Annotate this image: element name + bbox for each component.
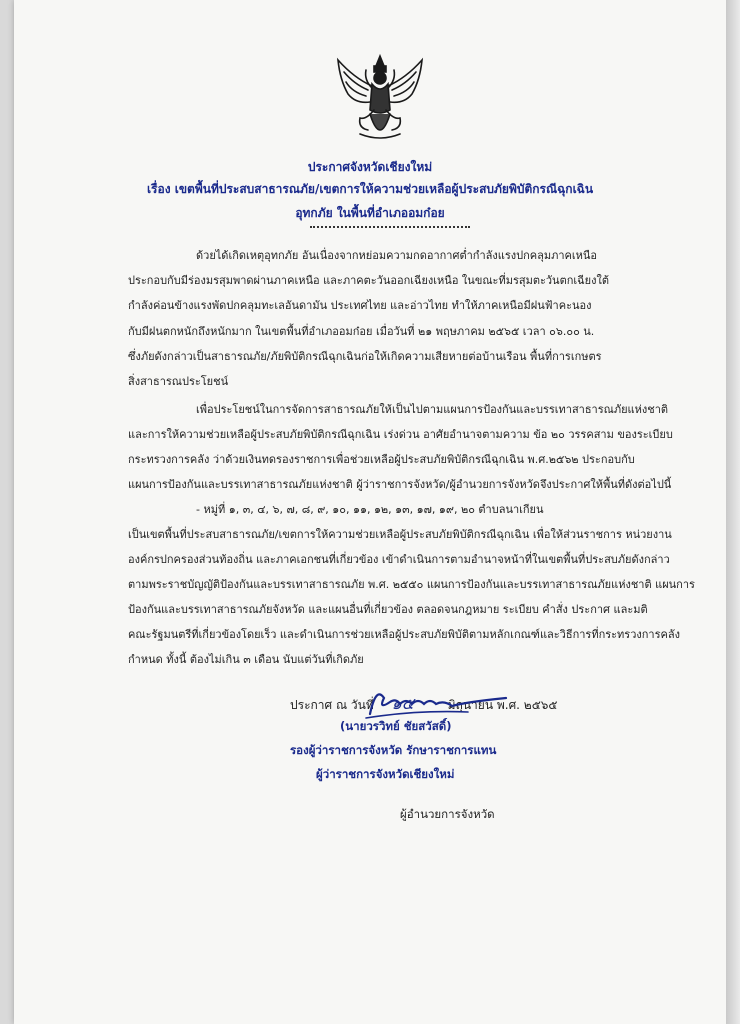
signer-name: (นายวรวิทย์ ชัยสวัสดิ์) — [340, 719, 452, 733]
paragraph-3-line: กำหนด ทั้งนี้ ต้องไม่เกิน ๓ เดือน นับแต่วันที่เกิดภัย — [128, 653, 364, 666]
paragraph-1-line: ซึ่งภัยดังกล่าวเป็นสาธารณภัย/ภัยพิบัติกรณีฉุกเฉินก่อให้เกิดความเสียหายต่อบ้านเรือน พื้นที่การเกษตร — [128, 350, 602, 363]
paragraph-1-line: สิ่งสาธารณประโยชน์ — [128, 375, 229, 388]
paragraph-2-line: กระทรวงการคลัง ว่าด้วยเงินทดรองราชการเพื่อช่วยเหลือผู้ประสบภัยพิบัติกรณีฉุกเฉิน พ.ศ.๒๕๖๒ ประกอบกับ — [128, 453, 635, 466]
announcement-title: ประกาศจังหวัดเชียงใหม่ — [307, 160, 433, 174]
signer-role: ผู้อำนวยการจังหวัด — [400, 807, 495, 821]
garuda-emblem-icon — [330, 50, 430, 150]
paragraph-3-line: เป็นเขตพื้นที่ประสบสาธารณภัย/เขตการให้ความช่วยเหลือผู้ประสบภัยพิบัติกรณีฉุกเฉิน เพื่อให้ส่วนราชการ หน่วยงาน — [128, 528, 672, 541]
dateline-month-year: มิถุนายน พ.ศ. ๒๕๖๕ — [447, 698, 558, 712]
paragraph-2-line: เพื่อประโยชน์ในการจัดการสาธารณภัยให้เป็นไปตามแผนการป้องกันและบรรเทาสาธารณภัยแห่งชาติ — [196, 403, 669, 416]
paragraph-1-line: ประกอบกับมีร่องมรสุมพาดผ่านภาคเหนือ และภาคตะวันออกเฉียงเหนือ ในขณะที่มรสุมตะวันตกเฉียงใต้ — [128, 274, 609, 287]
paragraph-1-line: กับมีฝนตกหนักถึงหนักมาก ในเขตพื้นที่อำเภออมก๋อย เมื่อวันที่ ๒๑ พฤษภาคม ๒๕๖๕ เวลา ๐๖.๐๐ น. — [128, 325, 595, 338]
paragraph-1-line: ด้วยได้เกิดเหตุอุทกภัย อันเนื่องจากหย่อมความกดอากาศต่ำกำลังแรงปกคลุมภาคเหนือ — [196, 249, 598, 262]
dateline-prefix: ประกาศ ณ วันที่ — [290, 698, 374, 712]
paragraph-2-line: และการให้ความช่วยเหลือผู้ประสบภัยพิบัติกรณีฉุกเฉิน เร่งด่วน อาศัยอำนาจตามความ ข้อ ๒๐ วรรคสาม ของระเบียบ — [128, 428, 673, 441]
dotted-separator — [310, 226, 470, 228]
signer-position-2: ผู้ว่าราชการจังหวัดเชียงใหม่ — [316, 767, 455, 781]
paragraph-3-line: คณะรัฐมนตรีที่เกี่ยวข้องโดยเร็ว และดำเนินการช่วยเหลือผู้ประสบภัยพิบัติตามหลักเกณฑ์และวิธีการที่กระทรวงการคลัง — [128, 628, 680, 641]
paragraph-3-line: - หมู่ที่ ๑, ๓, ๔, ๖, ๗, ๘, ๙, ๑๐, ๑๑, ๑๒, ๑๓, ๑๗, ๑๙, ๒๐ ตำบลนาเกียน — [196, 503, 544, 516]
signer-position-1: รองผู้ว่าราชการจังหวัด รักษาราชการแทน — [290, 743, 497, 757]
subject-line-1: เรื่อง เขตพื้นที่ประสบสาธารณภัย/เขตการให้ความช่วยเหลือผู้ประสบภัยพิบัติกรณีฉุกเฉิน — [146, 182, 594, 196]
paragraph-3-line: องค์กรปกครองส่วนท้องถิ่น และภาคเอกชนที่เกี่ยวข้อง เข้าดำเนินการตามอำนาจหน้าที่ในเขตพื้นที่ประสบภัยดังกล่าว — [128, 553, 670, 566]
paragraph-3-line: ป้องกันและบรรเทาสาธารณภัยจังหวัด และแผนอื่นที่เกี่ยวข้อง ตลอดจนกฎหมาย ระเบียบ คำสั่ง ประกาศ และมติ — [128, 603, 648, 616]
paragraph-2-line: แผนการป้องกันและบรรเทาสาธารณภัยแห่งชาติ ผู้ว่าราชการจังหวัด/ผู้อำนวยการจังหวัดจึงประกาศให้พื้นที่ดังต่อไปนี้ — [128, 478, 672, 491]
paragraph-1-line: กำลังค่อนข้างแรงพัดปกคลุมทะเลอันดามัน ประเทศไทย และอ่าวไทย ทำให้ภาคเหนือมีฝนฟ้าคะนอง — [128, 299, 592, 312]
subject-line-2: อุทกภัย ในพื้นที่อำเภออมก๋อย — [295, 206, 445, 220]
paragraph-3-line: ตามพระราชบัญญัติป้องกันและบรรเทาสาธารณภัย พ.ศ. ๒๕๕๐ แผนการป้องกันและบรรเทาสาธารณภัยแห่งชาติ แผนการ — [128, 578, 695, 591]
dateline-day: ๑๕ — [391, 694, 414, 713]
